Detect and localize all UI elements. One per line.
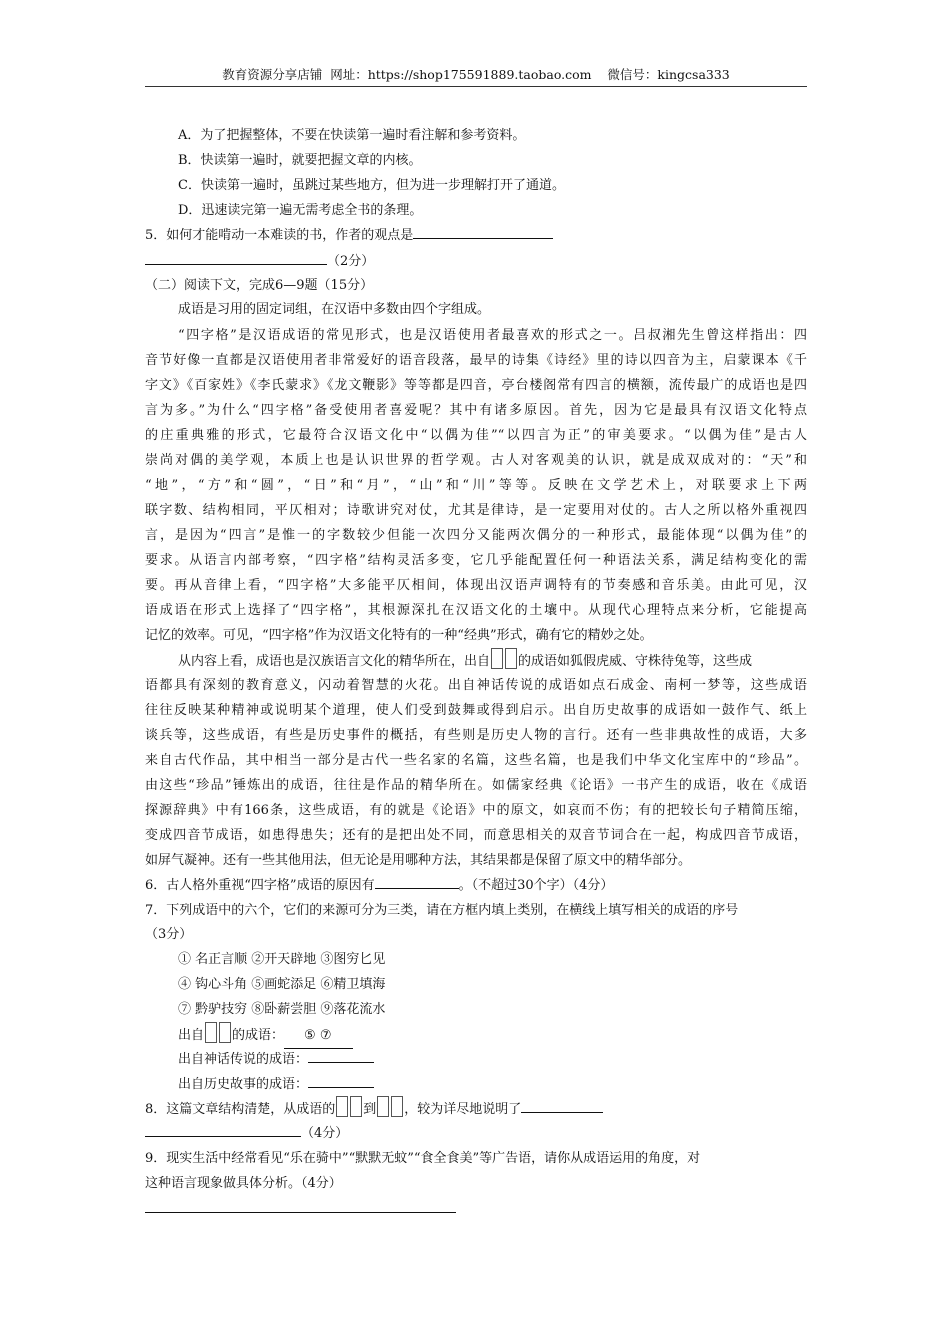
answer-blank-7c[interactable]	[308, 1073, 374, 1088]
answer-blank-7b[interactable]	[308, 1048, 374, 1063]
header-url: 网址：https://shop175591889.taobao.com	[330, 67, 592, 82]
header-wechat: 微信号：kingcsa333	[607, 67, 730, 82]
para3-line: 变成四音节成语，如患得患失；还有的是把出处不同，而意思相关的双音节词合在一起，构成四音节成语，	[145, 828, 807, 843]
para2-line: 要求。从语言内部考察，“四字格”结构灵活多变，它几乎能配置任何一种语法关系，满足结构变化的需	[145, 553, 807, 568]
section-2-heading: （二）阅读下文，完成6—9题（15分）	[145, 278, 374, 293]
category-label: 出自	[178, 1028, 205, 1043]
para2-line: “地”，“方”和“圆”，“日”和“月”，“山”和“川”等等。反映在文学艺术上，对联要求上下两	[145, 478, 807, 493]
answer-line-9[interactable]	[145, 1212, 456, 1213]
para2-line: 崇尚对偶的美学观，本质上也是认识世界的哲学观。古人对客观美的认识，就是成双成对的：“天”和	[145, 453, 807, 468]
question-6	[145, 873, 613, 898]
para2-line: 音节好像一直都是汉语使用者非常爱好的语音段落，最早的诗集《诗经》里的诗以四音为主，启蒙课本《千	[145, 353, 807, 368]
category-box[interactable]	[505, 648, 517, 669]
para3-line-1	[178, 648, 752, 674]
para2-line: 言为多。”为什么“四字格”备受使用者喜爱呢？其中有诸多原因。首先，因为它是最具有汉语文化特点	[145, 403, 807, 418]
question-8-cont	[145, 1121, 348, 1146]
answer-box[interactable]	[336, 1096, 348, 1117]
header-divider	[145, 86, 807, 87]
para2-line: 的庄重典雅的形式，它最符合汉语文化中“以偶为佳”“以四言为正”的审美要求。“以偶为佳”是古人	[145, 428, 807, 443]
answer-blank-5b[interactable]	[145, 250, 327, 265]
para3-text: 从内容上看，成语也是汉族语言文化的精华所在，出自	[178, 654, 491, 669]
para2-line: 记忆的效率。可见，“四字格”作为汉语文化特有的一种“经典”形式，确有它的精妙之处。	[145, 628, 653, 643]
para2-line: “四字格”是汉语成语的常见形式，也是汉语使用者最喜欢的形式之一。吕叔湘先生曾这样指出：四	[178, 328, 807, 343]
question-8	[145, 1096, 603, 1122]
para2-line: 语成语在形式上选择了“四字格”，其根源深扎在汉语文化的土壤中。从现代心理特点来分析，它能提高	[145, 603, 807, 618]
para2-line: 要。再从音律上看，“四字格”大多能平仄相间，体现出汉语声调特有的节奏感和音乐美。由此可见，汉	[145, 578, 807, 593]
question-8-text: 到	[363, 1102, 377, 1117]
para3-line: 往往反映某种精神或说明某个道理，使人们受到鼓舞或得到启示。出自历史故事的成语如一鼓作气、纸上	[145, 703, 807, 718]
idiom-row: ④ 钩心斗角 ⑤画蛇添足 ⑥精卫填海	[178, 977, 386, 992]
category-row-1	[178, 1022, 353, 1049]
question-9: 9．现实生活中经常看见“乐在骑中”“默默无蚊”“食全食美”等广告语，请你从成语运用的角度，对	[145, 1151, 701, 1166]
question-8-text: 8．这篇文章结构清楚，从成语的	[145, 1102, 336, 1117]
para2-line: 言，是因为“四言”是惟一的字数较少但能一次四分又能两次偶分的一种形式，最能体现“以偶为佳”的	[145, 528, 807, 543]
question-7: 7．下列成语中的六个，它们的来源可分为三类，请在方框内填上类别，在横线上填写相关的成语的序号	[145, 903, 739, 918]
question-8-score: （4分）	[301, 1126, 349, 1141]
para3-line: 如屏气凝神。还有一些其他用法，但无论是用哪种方法，其结果都是保留了原文中的精华部分。	[145, 853, 692, 868]
category-box[interactable]	[205, 1022, 217, 1043]
question-8-text: ，较为详尽地说明了	[404, 1102, 522, 1117]
answer-box[interactable]	[391, 1096, 403, 1117]
para3-text: 的成语如狐假虎威、守株待兔等，这些成	[518, 654, 753, 669]
option-b: B．快读第一遍时，就要把握文章的内核。	[178, 153, 422, 168]
para3-line: 语都具有深刻的教育意义，闪动着智慧的火花。出自神话传说的成语如点石成金、南柯一梦等，这些成语	[145, 678, 807, 693]
page-header	[145, 66, 807, 84]
option-d: D．迅速读完第一遍无需考虑全书的条理。	[178, 203, 423, 218]
category-row-3	[178, 1072, 374, 1097]
option-c: C．快读第一遍时，虽跳过某些地方，但为进一步理解打开了通道。	[178, 178, 565, 193]
answer-blank-8a[interactable]	[521, 1098, 603, 1113]
answer-blank-5a[interactable]	[413, 224, 553, 239]
category-row-2	[178, 1047, 374, 1072]
question-6-tail: 。（不超过30个字）（4分）	[458, 878, 614, 893]
para3-line: 探源辞典》中有166条，这些成语，有的就是《论语》中的原文，如哀而不伤；有的把较长句子精简压缩，	[145, 803, 807, 818]
idiom-row: ⑦ 黔驴技穷 ⑧卧薪尝胆 ⑨落花流水	[178, 1002, 386, 1017]
answer-box[interactable]	[377, 1096, 389, 1117]
answer-blank-8b[interactable]	[145, 1122, 301, 1137]
category-answer[interactable]: ⑤ ⑦	[284, 1023, 353, 1049]
idiom-row: ① 名正言顺 ②开天辟地 ③图穷匕见	[178, 952, 386, 967]
para2-line: 联字数、结构相同，平仄相对；诗歌讲究对仗，尤其是律诗，是一定要用对仗的。古人之所以格外重视四	[145, 503, 807, 518]
category-box[interactable]	[491, 648, 503, 669]
question-9-cont: 这种语言现象做具体分析。（4分）	[145, 1176, 342, 1191]
question-5	[145, 223, 553, 248]
header-shop: 教育资源分享店铺	[222, 67, 323, 82]
category-box[interactable]	[219, 1022, 231, 1043]
category-label: 出自神话传说的成语：	[178, 1052, 309, 1067]
question-7-score: （3分）	[145, 927, 193, 942]
para3-line: 来自古代作品，其中相当一部分是古代一些名家的名篇，这些名篇，也是我们中华文化宝库中的“珍品”。	[145, 753, 807, 768]
question-6-text: 6．古人格外重视“四字格”成语的原因有	[145, 878, 375, 893]
paragraph-1: 成语是习用的固定词组，在汉语中多数由四个字组成。	[178, 302, 491, 317]
question-5-text: 5．如何才能啃动一本难读的书，作者的观点是	[145, 228, 414, 243]
category-label: 的成语：	[232, 1028, 285, 1043]
category-label: 出自历史故事的成语：	[178, 1077, 309, 1092]
answer-box[interactable]	[350, 1096, 362, 1117]
question-5-cont	[145, 249, 374, 274]
question-5-score: （2分）	[327, 254, 375, 269]
para3-line: 由这些“珍品”锤炼出的成语，往往是作品的精华所在。如儒家经典《论语》一书产生的成语，收在《成语	[145, 778, 807, 793]
para3-line: 谈兵等，这些成语，有些是历史事件的概括，有些则是历史人物的言行。还有一些非典故性的成语，大多	[145, 728, 807, 743]
answer-blank-6[interactable]	[375, 874, 459, 889]
para2-line: 字文》《百家姓》《李氏蒙求》《龙文鞭影》等等都是四音，亭台楼阁常有四言的横额，流传最广的成语也是四	[145, 378, 807, 393]
option-a: A．为了把握整体，不要在快读第一遍时看注解和参考资料。	[178, 128, 526, 143]
